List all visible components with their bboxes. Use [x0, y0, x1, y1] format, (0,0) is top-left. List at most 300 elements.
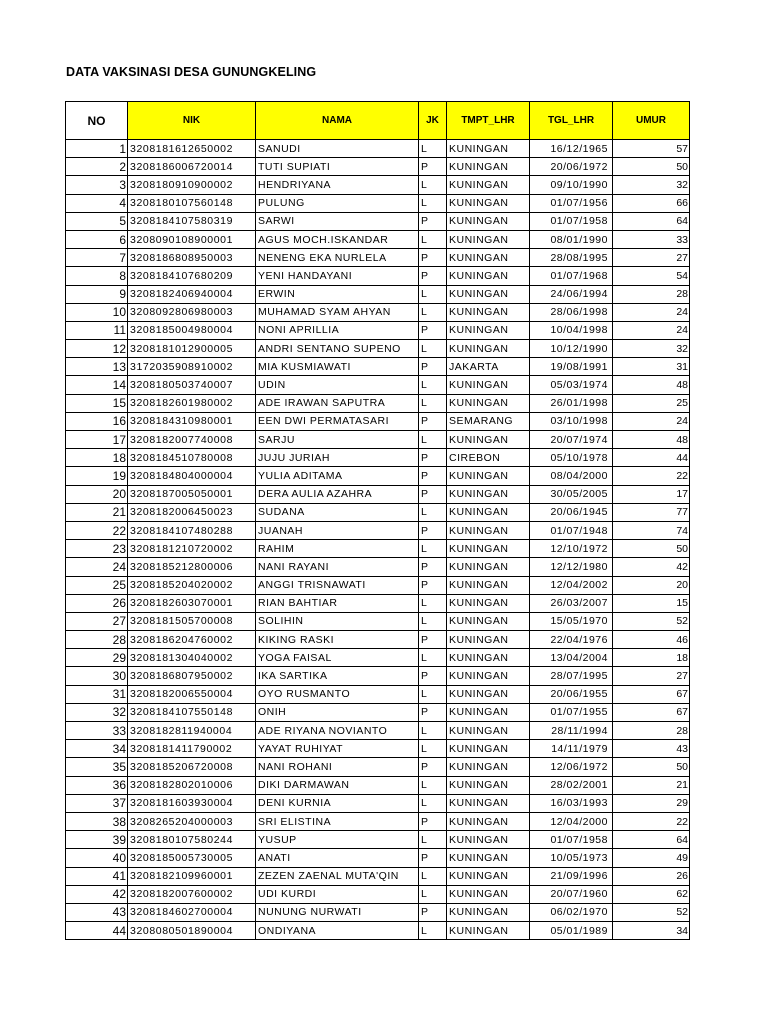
cell-tmpt-lhr: KUNINGAN: [447, 594, 530, 612]
cell-tgl-lhr: 15/05/1970: [530, 612, 613, 630]
cell-umur: 48: [613, 376, 690, 394]
cell-no: 34: [66, 740, 128, 758]
cell-no: 42: [66, 885, 128, 903]
table-row: [66, 394, 690, 412]
cell-nik: 3208265204000003: [128, 812, 256, 830]
cell-nama: ERWIN: [256, 285, 419, 303]
cell-jk: L: [419, 285, 447, 303]
cell-no: 4: [66, 194, 128, 212]
cell-tgl-lhr: 01/07/1958: [530, 212, 613, 230]
table-row: [66, 831, 690, 849]
cell-umur: 34: [613, 922, 690, 940]
cell-nik: 3208184804000004: [128, 467, 256, 485]
cell-nama: ANATI: [256, 849, 419, 867]
cell-tmpt-lhr: KUNINGAN: [447, 467, 530, 485]
column-header-tmpt-lhr: TMPT_LHR: [447, 102, 530, 140]
cell-tmpt-lhr: KUNINGAN: [447, 649, 530, 667]
cell-nik: 3208181210720002: [128, 540, 256, 558]
cell-tgl-lhr: 14/11/1979: [530, 740, 613, 758]
cell-umur: 24: [613, 321, 690, 339]
cell-no: 2: [66, 158, 128, 176]
cell-umur: 48: [613, 431, 690, 449]
table-row: [66, 922, 690, 940]
cell-nik: 3208186006720014: [128, 158, 256, 176]
cell-jk: P: [419, 667, 447, 685]
cell-umur: 52: [613, 612, 690, 630]
cell-umur: 50: [613, 540, 690, 558]
cell-tmpt-lhr: KUNINGAN: [447, 230, 530, 248]
cell-no: 18: [66, 449, 128, 467]
cell-nik: 3208181612650002: [128, 140, 256, 158]
cell-tgl-lhr: 10/12/1990: [530, 340, 613, 358]
table-row: [66, 903, 690, 921]
cell-nik: 3208181505700008: [128, 612, 256, 630]
cell-jk: P: [419, 358, 447, 376]
cell-tgl-lhr: 10/04/1998: [530, 321, 613, 339]
cell-tmpt-lhr: KUNINGAN: [447, 303, 530, 321]
cell-nama: DERA AULIA AZAHRA: [256, 485, 419, 503]
cell-tgl-lhr: 01/07/1948: [530, 521, 613, 539]
cell-jk: L: [419, 431, 447, 449]
cell-nik: 3208180910900002: [128, 176, 256, 194]
cell-tgl-lhr: 16/12/1965: [530, 140, 613, 158]
cell-tgl-lhr: 12/06/1972: [530, 758, 613, 776]
cell-jk: P: [419, 412, 447, 430]
table-row: [66, 358, 690, 376]
cell-umur: 49: [613, 849, 690, 867]
cell-no: 25: [66, 576, 128, 594]
cell-jk: L: [419, 649, 447, 667]
cell-no: 32: [66, 703, 128, 721]
table-row: [66, 649, 690, 667]
cell-nik: 3208187005050001: [128, 485, 256, 503]
cell-nik: 3208184310980001: [128, 412, 256, 430]
cell-nama: NONI APRILLIA: [256, 321, 419, 339]
cell-tgl-lhr: 20/07/1960: [530, 885, 613, 903]
cell-tgl-lhr: 20/06/1972: [530, 158, 613, 176]
cell-nik: 3208181012900005: [128, 340, 256, 358]
cell-tgl-lhr: 09/10/1990: [530, 176, 613, 194]
table-row: [66, 703, 690, 721]
cell-jk: L: [419, 176, 447, 194]
cell-tmpt-lhr: KUNINGAN: [447, 703, 530, 721]
cell-no: 8: [66, 267, 128, 285]
cell-tmpt-lhr: KUNINGAN: [447, 794, 530, 812]
cell-tmpt-lhr: KUNINGAN: [447, 885, 530, 903]
cell-nik: 3208185204020002: [128, 576, 256, 594]
cell-tmpt-lhr: KUNINGAN: [447, 431, 530, 449]
cell-umur: 42: [613, 558, 690, 576]
table-row: [66, 521, 690, 539]
cell-no: 41: [66, 867, 128, 885]
cell-umur: 24: [613, 303, 690, 321]
cell-tgl-lhr: 13/04/2004: [530, 649, 613, 667]
cell-nik: 3208182802010006: [128, 776, 256, 794]
table-row: [66, 885, 690, 903]
cell-no: 1: [66, 140, 128, 158]
cell-nama: YUSUP: [256, 831, 419, 849]
cell-nama: SARWI: [256, 212, 419, 230]
cell-nama: KIKING RASKI: [256, 631, 419, 649]
cell-tgl-lhr: 10/05/1973: [530, 849, 613, 867]
cell-tgl-lhr: 01/07/1958: [530, 831, 613, 849]
table-row: [66, 467, 690, 485]
cell-jk: P: [419, 631, 447, 649]
cell-umur: 15: [613, 594, 690, 612]
cell-tmpt-lhr: KUNINGAN: [447, 758, 530, 776]
cell-nama: MIA KUSMIAWATI: [256, 358, 419, 376]
cell-nama: NUNUNG NURWATI: [256, 903, 419, 921]
cell-nik: 3208186204760002: [128, 631, 256, 649]
cell-umur: 21: [613, 776, 690, 794]
cell-tmpt-lhr: KUNINGAN: [447, 849, 530, 867]
cell-umur: 28: [613, 722, 690, 740]
table-row: [66, 758, 690, 776]
cell-tmpt-lhr: KUNINGAN: [447, 540, 530, 558]
cell-tgl-lhr: 06/02/1970: [530, 903, 613, 921]
cell-tgl-lhr: 28/08/1995: [530, 249, 613, 267]
table-row: [66, 176, 690, 194]
cell-tgl-lhr: 22/04/1976: [530, 631, 613, 649]
cell-nama: OYO RUSMANTO: [256, 685, 419, 703]
cell-jk: L: [419, 340, 447, 358]
cell-nik: 3208182006550004: [128, 685, 256, 703]
cell-tmpt-lhr: KUNINGAN: [447, 249, 530, 267]
cell-no: 28: [66, 631, 128, 649]
cell-nik: 3208182007740008: [128, 431, 256, 449]
cell-jk: L: [419, 230, 447, 248]
cell-nama: PULUNG: [256, 194, 419, 212]
cell-no: 12: [66, 340, 128, 358]
cell-nama: RIAN BAHTIAR: [256, 594, 419, 612]
cell-no: 44: [66, 922, 128, 940]
table-row: [66, 558, 690, 576]
table-row: [66, 740, 690, 758]
cell-no: 5: [66, 212, 128, 230]
cell-umur: 31: [613, 358, 690, 376]
cell-umur: 77: [613, 503, 690, 521]
cell-jk: L: [419, 394, 447, 412]
table-row: [66, 612, 690, 630]
cell-no: 40: [66, 849, 128, 867]
table-row: [66, 285, 690, 303]
table-row: [66, 485, 690, 503]
cell-umur: 57: [613, 140, 690, 158]
cell-nik: 3208182007600002: [128, 885, 256, 903]
cell-jk: L: [419, 776, 447, 794]
cell-tgl-lhr: 05/10/1978: [530, 449, 613, 467]
cell-tmpt-lhr: KUNINGAN: [447, 576, 530, 594]
cell-jk: P: [419, 576, 447, 594]
table-row: [66, 249, 690, 267]
cell-nama: YOGA FAISAL: [256, 649, 419, 667]
cell-umur: 67: [613, 703, 690, 721]
cell-tmpt-lhr: KUNINGAN: [447, 867, 530, 885]
cell-no: 17: [66, 431, 128, 449]
cell-umur: 25: [613, 394, 690, 412]
table-row: [66, 194, 690, 212]
cell-tgl-lhr: 28/07/1995: [530, 667, 613, 685]
cell-umur: 32: [613, 340, 690, 358]
cell-nik: 3208182811940004: [128, 722, 256, 740]
cell-tgl-lhr: 12/12/1980: [530, 558, 613, 576]
cell-nik: 3208186807950002: [128, 667, 256, 685]
cell-tmpt-lhr: KUNINGAN: [447, 558, 530, 576]
cell-jk: L: [419, 376, 447, 394]
cell-nik: 3208184107680209: [128, 267, 256, 285]
cell-nik: 3208185005730005: [128, 849, 256, 867]
cell-jk: L: [419, 885, 447, 903]
cell-tgl-lhr: 16/03/1993: [530, 794, 613, 812]
cell-jk: P: [419, 703, 447, 721]
table-row: [66, 140, 690, 158]
cell-nik: 3208185004980004: [128, 321, 256, 339]
cell-umur: 32: [613, 176, 690, 194]
cell-tgl-lhr: 20/07/1974: [530, 431, 613, 449]
cell-jk: P: [419, 267, 447, 285]
cell-no: 9: [66, 285, 128, 303]
table-row: [66, 303, 690, 321]
cell-umur: 62: [613, 885, 690, 903]
cell-nama: AGUS MOCH.ISKANDAR: [256, 230, 419, 248]
cell-jk: P: [419, 903, 447, 921]
cell-no: 13: [66, 358, 128, 376]
cell-umur: 67: [613, 685, 690, 703]
cell-tmpt-lhr: KUNINGAN: [447, 376, 530, 394]
cell-tgl-lhr: 28/11/1994: [530, 722, 613, 740]
vaccination-table: [65, 101, 690, 940]
cell-no: 33: [66, 722, 128, 740]
cell-jk: P: [419, 485, 447, 503]
cell-no: 21: [66, 503, 128, 521]
cell-nama: MUHAMAD SYAM AHYAN: [256, 303, 419, 321]
cell-no: 24: [66, 558, 128, 576]
cell-nik: 3172035908910002: [128, 358, 256, 376]
cell-no: 27: [66, 612, 128, 630]
cell-jk: P: [419, 249, 447, 267]
table-row: [66, 667, 690, 685]
cell-tmpt-lhr: KUNINGAN: [447, 612, 530, 630]
cell-umur: 64: [613, 212, 690, 230]
cell-no: 23: [66, 540, 128, 558]
cell-no: 16: [66, 412, 128, 430]
cell-nama: IKA SARTIKA: [256, 667, 419, 685]
cell-jk: P: [419, 158, 447, 176]
cell-umur: 26: [613, 867, 690, 885]
cell-nama: JUANAH: [256, 521, 419, 539]
table-row: [66, 576, 690, 594]
cell-jk: P: [419, 449, 447, 467]
table-row: [66, 776, 690, 794]
cell-umur: 74: [613, 521, 690, 539]
cell-no: 10: [66, 303, 128, 321]
cell-jk: P: [419, 558, 447, 576]
cell-tgl-lhr: 19/08/1991: [530, 358, 613, 376]
table-row: [66, 412, 690, 430]
cell-tmpt-lhr: KUNINGAN: [447, 722, 530, 740]
cell-tgl-lhr: 24/06/1994: [530, 285, 613, 303]
cell-no: 43: [66, 903, 128, 921]
document-title: DATA VAKSINASI DESA GUNUNGKELING: [66, 65, 317, 79]
cell-nama: ZEZEN ZAENAL MUTA'QIN: [256, 867, 419, 885]
cell-nama: RAHIM: [256, 540, 419, 558]
cell-nik: 3208180107580244: [128, 831, 256, 849]
cell-umur: 18: [613, 649, 690, 667]
cell-no: 11: [66, 321, 128, 339]
cell-tgl-lhr: 21/09/1996: [530, 867, 613, 885]
cell-no: 38: [66, 812, 128, 830]
cell-tmpt-lhr: KUNINGAN: [447, 740, 530, 758]
table-row: [66, 449, 690, 467]
cell-nama: ADE IRAWAN SAPUTRA: [256, 394, 419, 412]
cell-umur: 24: [613, 412, 690, 430]
cell-tgl-lhr: 28/06/1998: [530, 303, 613, 321]
cell-jk: L: [419, 867, 447, 885]
cell-no: 15: [66, 394, 128, 412]
cell-tmpt-lhr: KUNINGAN: [447, 140, 530, 158]
cell-jk: P: [419, 849, 447, 867]
cell-umur: 44: [613, 449, 690, 467]
cell-jk: L: [419, 140, 447, 158]
cell-tgl-lhr: 12/04/2000: [530, 812, 613, 830]
cell-nama: ONIH: [256, 703, 419, 721]
cell-jk: P: [419, 758, 447, 776]
cell-umur: 20: [613, 576, 690, 594]
cell-no: 7: [66, 249, 128, 267]
cell-tmpt-lhr: KUNINGAN: [447, 503, 530, 521]
cell-tgl-lhr: 05/01/1989: [530, 922, 613, 940]
cell-jk: L: [419, 540, 447, 558]
table-row: [66, 503, 690, 521]
cell-nik: 3208092806980003: [128, 303, 256, 321]
column-header-nik: NIK: [128, 102, 256, 140]
cell-no: 3: [66, 176, 128, 194]
table-row: [66, 540, 690, 558]
cell-nama: SRI ELISTINA: [256, 812, 419, 830]
cell-nik: 3208184510780008: [128, 449, 256, 467]
cell-tgl-lhr: 08/04/2000: [530, 467, 613, 485]
cell-tmpt-lhr: KUNINGAN: [447, 922, 530, 940]
cell-nik: 3208185206720008: [128, 758, 256, 776]
cell-nik: 3208181411790002: [128, 740, 256, 758]
cell-nik: 3208182006450023: [128, 503, 256, 521]
column-header-umur: UMUR: [613, 102, 690, 140]
cell-nama: YENI HANDAYANI: [256, 267, 419, 285]
cell-no: 20: [66, 485, 128, 503]
cell-tmpt-lhr: KUNINGAN: [447, 812, 530, 830]
cell-nik: 3208180503740007: [128, 376, 256, 394]
table-row: [66, 594, 690, 612]
cell-nama: YAYAT RUHIYAT: [256, 740, 419, 758]
cell-nama: HENDRIYANA: [256, 176, 419, 194]
cell-nik: 3208181603930004: [128, 794, 256, 812]
cell-nama: NANI RAYANI: [256, 558, 419, 576]
table-row: [66, 685, 690, 703]
cell-tmpt-lhr: KUNINGAN: [447, 685, 530, 703]
cell-nik: 3208182406940004: [128, 285, 256, 303]
cell-no: 29: [66, 649, 128, 667]
cell-jk: L: [419, 594, 447, 612]
cell-no: 22: [66, 521, 128, 539]
cell-umur: 27: [613, 249, 690, 267]
table-row: [66, 794, 690, 812]
column-header-jk: JK: [419, 102, 447, 140]
cell-tmpt-lhr: SEMARANG: [447, 412, 530, 430]
cell-nik: 3208184107580319: [128, 212, 256, 230]
cell-nama: UDIN: [256, 376, 419, 394]
cell-tmpt-lhr: KUNINGAN: [447, 285, 530, 303]
cell-nik: 3208180107560148: [128, 194, 256, 212]
cell-nik: 3208184107550148: [128, 703, 256, 721]
cell-tmpt-lhr: KUNINGAN: [447, 485, 530, 503]
table-row: [66, 230, 690, 248]
cell-jk: L: [419, 922, 447, 940]
cell-tmpt-lhr: KUNINGAN: [447, 667, 530, 685]
cell-tmpt-lhr: KUNINGAN: [447, 158, 530, 176]
cell-nama: UDI KURDI: [256, 885, 419, 903]
cell-umur: 54: [613, 267, 690, 285]
table-row: [66, 340, 690, 358]
cell-nama: ANGGI TRISNAWATI: [256, 576, 419, 594]
cell-tgl-lhr: 20/06/1955: [530, 685, 613, 703]
cell-jk: L: [419, 722, 447, 740]
cell-jk: L: [419, 503, 447, 521]
table-row: [66, 321, 690, 339]
cell-jk: P: [419, 467, 447, 485]
cell-nama: ADE RIYANA NOVIANTO: [256, 722, 419, 740]
table-row: [66, 158, 690, 176]
cell-tmpt-lhr: CIREBON: [447, 449, 530, 467]
cell-umur: 46: [613, 631, 690, 649]
table-row: [66, 631, 690, 649]
cell-jk: P: [419, 812, 447, 830]
cell-nama: SOLIHIN: [256, 612, 419, 630]
cell-umur: 66: [613, 194, 690, 212]
cell-tgl-lhr: 05/03/1974: [530, 376, 613, 394]
table-row: [66, 376, 690, 394]
cell-nama: YULIA ADITAMA: [256, 467, 419, 485]
cell-tmpt-lhr: KUNINGAN: [447, 631, 530, 649]
cell-tgl-lhr: 01/07/1956: [530, 194, 613, 212]
cell-tmpt-lhr: KUNINGAN: [447, 321, 530, 339]
cell-tmpt-lhr: JAKARTA: [447, 358, 530, 376]
cell-nama: SUDANA: [256, 503, 419, 521]
cell-no: 37: [66, 794, 128, 812]
cell-no: 39: [66, 831, 128, 849]
cell-no: 31: [66, 685, 128, 703]
cell-umur: 27: [613, 667, 690, 685]
cell-nik: 3208182109960001: [128, 867, 256, 885]
cell-umur: 22: [613, 812, 690, 830]
cell-jk: L: [419, 194, 447, 212]
cell-no: 19: [66, 467, 128, 485]
table-row: [66, 849, 690, 867]
cell-nama: TUTI SUPIATI: [256, 158, 419, 176]
cell-no: 14: [66, 376, 128, 394]
cell-umur: 33: [613, 230, 690, 248]
cell-tgl-lhr: 26/01/1998: [530, 394, 613, 412]
table-row: [66, 212, 690, 230]
cell-nik: 3208184107480288: [128, 521, 256, 539]
cell-nik: 3208185212800006: [128, 558, 256, 576]
cell-jk: L: [419, 740, 447, 758]
cell-tmpt-lhr: KUNINGAN: [447, 521, 530, 539]
cell-tmpt-lhr: KUNINGAN: [447, 340, 530, 358]
cell-no: 36: [66, 776, 128, 794]
cell-umur: 43: [613, 740, 690, 758]
cell-tgl-lhr: 01/07/1968: [530, 267, 613, 285]
cell-nik: 3208090108900001: [128, 230, 256, 248]
